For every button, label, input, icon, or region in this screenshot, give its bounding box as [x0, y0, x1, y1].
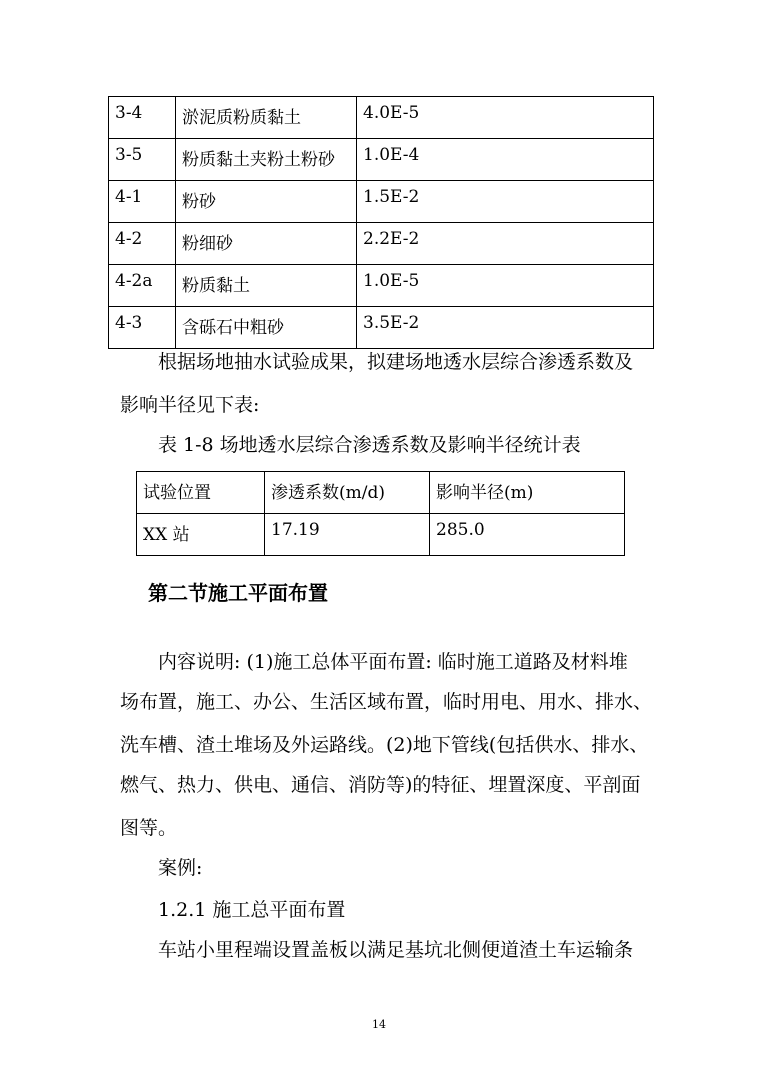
- table-cell: 1.0E-4: [357, 139, 654, 181]
- table-cell: 4-3: [109, 307, 176, 349]
- table-cell: 3-5: [109, 139, 176, 181]
- table-cell: 17.19: [265, 514, 430, 556]
- table-cell: 粉砂: [176, 181, 357, 223]
- table-cell: 4-1: [109, 181, 176, 223]
- paragraph-line: 车站小里程端设置盖板以满足基坑北侧便道渣土车运输条: [158, 939, 634, 961]
- paragraph-line: 场布置，施工、办公、生活区域布置，临时用电、用水、排水、: [120, 691, 653, 713]
- table-cell: 4-2a: [109, 265, 176, 307]
- page-number: 14: [372, 1018, 386, 1031]
- table-row: [109, 307, 654, 349]
- subsection-heading: 1.2.1 施工总平面布置: [158, 899, 346, 921]
- paragraph-line: 根据场地抽水试验成果，拟建场地透水层综合渗透系数及: [158, 351, 634, 373]
- paragraph-line: 洗车槽、渣土堆场及外运路线。(2)地下管线(包括供水、排水、: [120, 734, 649, 756]
- table-cell: 285.0: [430, 514, 625, 556]
- table-cell: 1.0E-5: [357, 265, 654, 307]
- column-header: 影响半径(m): [430, 472, 625, 514]
- table-cell: 粉质黏土夹粉土粉砂: [176, 139, 357, 181]
- table-cell: 4.0E-5: [357, 97, 654, 139]
- column-header: 试验位置: [137, 472, 265, 514]
- table-cell: 粉质黏土: [176, 265, 357, 307]
- table-row: [137, 514, 625, 556]
- table-caption: 表 1-8 场地透水层综合渗透系数及影响半径统计表: [158, 434, 581, 456]
- table-row: [109, 97, 654, 139]
- table-row: [109, 139, 654, 181]
- table-header-row: [137, 472, 625, 514]
- table-cell: 1.5E-2: [357, 181, 654, 223]
- section-heading: 第二节施工平面布置: [148, 581, 328, 605]
- table-cell: 粉细砂: [176, 223, 357, 265]
- table-row: [109, 223, 654, 265]
- table-cell: 3-4: [109, 97, 176, 139]
- column-header: 渗透系数(m/d): [265, 472, 430, 514]
- table-row: [109, 265, 654, 307]
- table-cell: 3.5E-2: [357, 307, 654, 349]
- table-cell: 淤泥质粉质黏土: [176, 97, 357, 139]
- paragraph-line: 图等。: [120, 817, 178, 839]
- case-label: 案例:: [158, 857, 203, 879]
- paragraph-line: 燃气、热力、供电、通信、消防等)的特征、埋置深度、平剖面: [120, 774, 641, 796]
- soil-permeability-table: [108, 96, 654, 349]
- table-cell: 含砾石中粗砂: [176, 307, 357, 349]
- table-cell: 2.2E-2: [357, 223, 654, 265]
- permeability-stats-table: [136, 471, 625, 556]
- paragraph-line: 内容说明: (1)施工总体平面布置: 临时施工道路及材料堆: [158, 651, 628, 673]
- paragraph-line: 影响半径见下表:: [120, 394, 260, 416]
- table-cell: 4-2: [109, 223, 176, 265]
- table-cell: XX 站: [137, 514, 265, 556]
- table-row: [109, 181, 654, 223]
